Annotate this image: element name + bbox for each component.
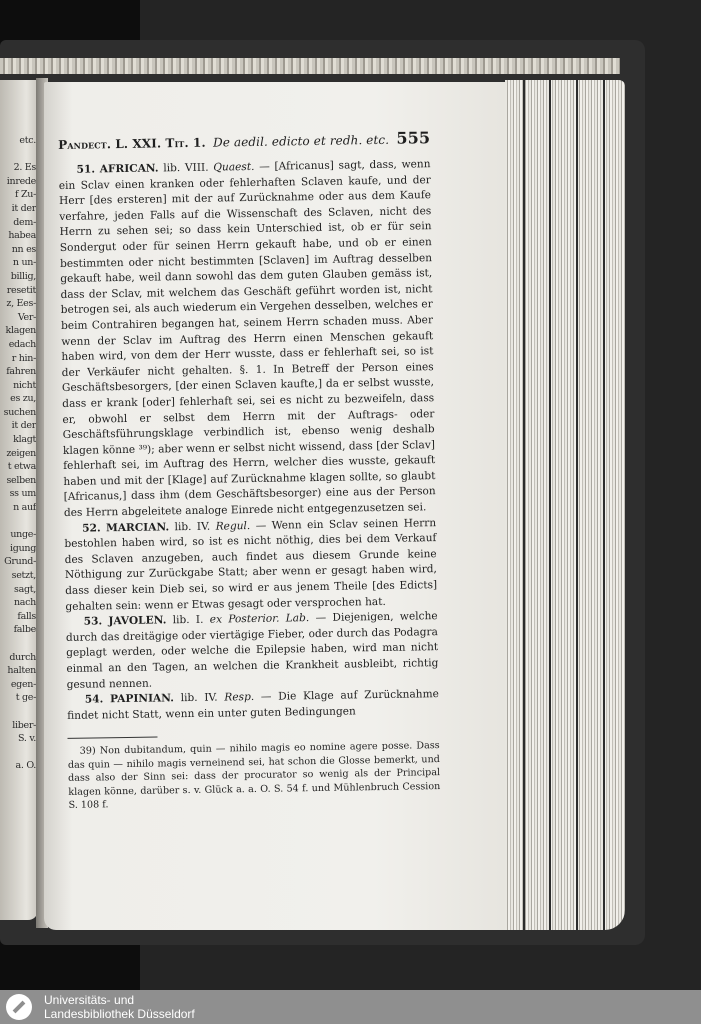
library-name[interactable] [44, 993, 195, 1021]
running-head-title: De aedil. edicto et redh. etc. [212, 132, 390, 150]
footnote-39: 39) Non dubitandum, quin — nihilo magis eo nomine agere posse. Dass das quin — nihilo magis verneinend sei, hat schon die Glosse bemerkt, und dass also der Sinn sei: dass der procurator so wenig als der Principal klagen könne, darüber s. v. Glück a. a. O. S. 54 f. und Mühlenbruch Cession S. 108 f. [67, 740, 441, 811]
paragraph-54: 54. PAPINIAN. lib. IV. Resp. — Die Klage auf Zurücknahme findet nicht Statt, wenn ein unter guten Bedingungen [67, 688, 439, 722]
library-footer [0, 990, 701, 1024]
footnotes [68, 739, 441, 812]
paragraph-52: 52. MARCIAN. lib. IV. Regul. — Wenn ein Sclav seinen Herrn bestohlen haben wird, so ist es nicht nöthig, dies bei dem Verkauf des Sclaven anzugeben, auch findet aus diesem Grunde keine Nöthigung zur Zurückgabe Statt; aber wenn er gesagt haben wird, dass dieser kein Dieb sei, so wird er aus jenem Theile [des Edicts] gehalten sein: wenn er Etwas gesagt oder versprochen hat. [64, 516, 438, 613]
page-content [58, 128, 441, 812]
paragraph-51: 51. AFRICAN. lib. VIII. Quaest. — [Africanus] sagt, dass, wenn ein Sclav einen kranken oder fehlerhaften Sclaven kaufe, und der Herr [des ersteren] mit der auf Zurücknahme oder aus dem Kaufe verfahre, jeden Falls auf die Wissenschaft des Sclaven, nicht des Herrn zu sehen sei; so dass kein Unterschied ist, ob er für sein Sondergut oder für seinen Herrn gekauft habe, und ob er einen bestimmten oder nicht bestimmten [Sclaven] im Auftrag desselben gekauft habe, weil dann sowohl das dem guten Glauben gemäss ist, dass der Sclav, mit welchem das Geschäft geführt worden ist, nicht betrogen sei, als auch wiederum ein Vergehen desselben, welches er beim Contrahiren begangen hat, seinem Herrn schaden muss. Aber wenn der Sclav im Auftrag des Herrn einen Menschen gekauft haben wird, von dem der Herr wusste, dass er fehlerhaft sei, so ist der Verkäufer nicht gehalten. §. 1. In Betreff der Person eines Geschäftsbesorgers, [der einen Sclaven kaufte,] da er selbst wusste, dass er krank [oder] fehlerhaft sei, sei es nicht zu bezweifeln, dass er, obwohl er selbst dem Herrn mit der Auftrags- oder Geschäftsführungsklage verbindlich ist, ebenso wenig deshalb klagen könne ³⁹); aber wenn er selbst nicht wissend, dass [der Sclav] fehlerhaft sei, im Auftrag des Herrn, welcher dies wusste, gekauft haben und mit der [Klage] auf Zurücknahme klagen sollte, so glaubt [Africanus,] dass ihm (dem Geschäftsbesorger) eine aus der Person des Herrn abgeleitete analoge Einrede nicht entgegenzusetzen sei. [58, 158, 436, 520]
library-name-line1: Universitäts- und [44, 993, 135, 1007]
book-headband [0, 58, 620, 74]
page-body [58, 157, 439, 724]
footnote-rule [67, 737, 157, 739]
left-page-text: etc. 2. Es inrede f Zu- it der dem- habea nn es n un- billig, resetit z, Ees- Ver- klagen edach r hin- fahren nicht es zu, suchen it der klagt zeigen t etwa selben ss um n auf unge- igung Grund- setzt, sagt, nach falls falbe durch halten egen- t ge- liber- S. v. a. O. [3, 135, 36, 772]
left-page [0, 80, 38, 920]
page-number: 555 [396, 128, 431, 148]
paragraph-53: 53. JAVOLEN. lib. I. ex Posterior. Lab. — Diejenigen, welche durch das dreitägige oder viertägige Fieber, oder durch das Podagra geplagt werden, oder welche die Epilepsie haben, wird man nicht einmal an den Tagen, an welchen die Krankheit ausbleibt, richtig gesund nennen. [65, 610, 439, 691]
page-edges [505, 80, 625, 930]
library-name-line2: Landesbibliothek Düsseldorf [44, 1007, 195, 1021]
library-logo-icon [6, 994, 32, 1020]
running-head-left: Pandect. L. XXI. Tit. 1. [58, 135, 206, 152]
